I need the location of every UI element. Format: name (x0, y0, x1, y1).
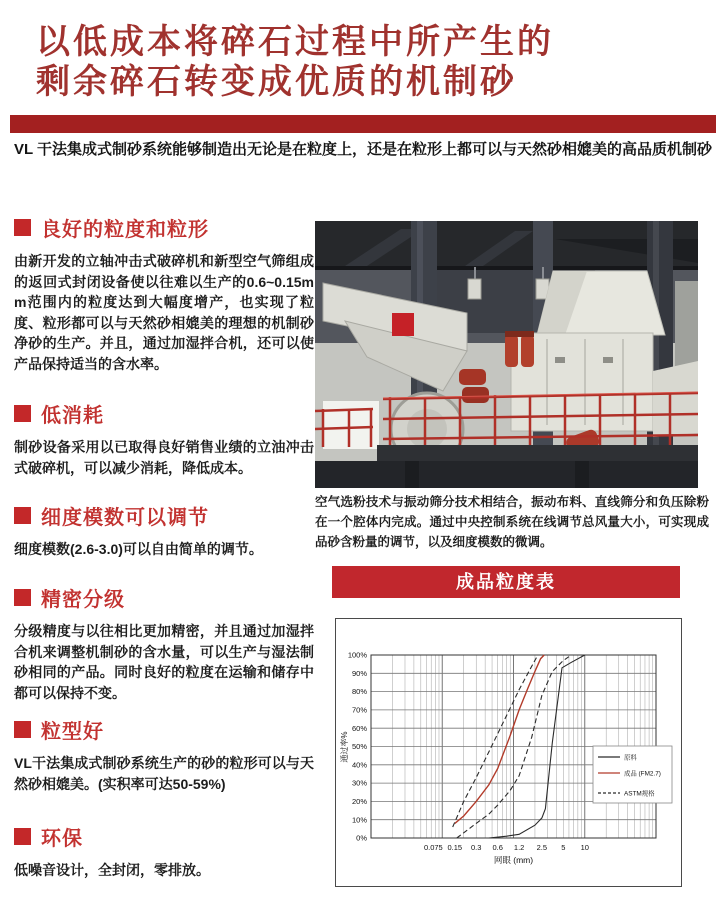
section-body: VL干法集成式制砂系统生产的砂的粒形可以与天然砂相媲美。(实积率可达50-59%) (14, 755, 314, 792)
svg-text:成品 (FM2.7): 成品 (FM2.7) (624, 770, 661, 778)
section-heading-label: 精密分级 (41, 589, 125, 611)
section-heading-label: 低消耗 (41, 405, 104, 427)
section-body: 低噪音设计，全封闭，零排放。 (14, 862, 210, 878)
page-title (36, 22, 696, 102)
svg-text:0.15: 0.15 (447, 843, 463, 852)
svg-text:1.2: 1.2 (513, 843, 525, 852)
section-good-shape (14, 715, 314, 794)
section-precise-classification (14, 583, 314, 703)
svg-text:100%: 100% (347, 650, 367, 660)
grain-size-chart-svg (336, 619, 681, 886)
chart-y-axis-label: 通过率% (340, 731, 349, 763)
machinery-photo-illustration (315, 221, 698, 488)
section-fineness-adjustable (14, 501, 314, 560)
chart-title-banner: 成品粒度表 (332, 566, 680, 598)
photo-caption: 空气选粉技术与振动筛分技术相结合，振动布料、直线筛分和负压除粉在一个腔体内完成。通过中央控制系统在线调节总风量大小，可实现成品砂含粉量的调节，以及细度模数的微调。 (315, 495, 709, 549)
page-title-line2: 剩余碎石转变成优质的机制砂 (36, 63, 517, 101)
chart-x-axis-label: 网眼 (mm) (493, 855, 534, 865)
photo-red-marker-icon (392, 313, 414, 336)
section-heading-label: 粒型好 (41, 721, 104, 743)
svg-text:0%: 0% (356, 833, 367, 843)
section-heading-label: 良好的粒度和粒形 (41, 219, 209, 241)
section-body: 分级精度与以往相比更加精密，并且通过加湿拌合机来调整机制砂的含水量，可以生产与湿法制砂相同的产品。同时良好的粒度在运输和储存中都可以保持不变。 (14, 623, 314, 701)
chart-legend (593, 746, 672, 803)
section-heading (14, 399, 314, 428)
section-heading-label: 细度模数可以调节 (41, 507, 209, 529)
svg-text:20%: 20% (351, 797, 367, 806)
red-square-bullet-icon (14, 507, 31, 524)
svg-text:0.3: 0.3 (471, 843, 482, 852)
svg-text:0.075: 0.075 (423, 843, 443, 852)
section-body: 细度模数(2.6-3.0)可以自由简单的调节。 (14, 541, 263, 557)
section-heading (14, 822, 314, 851)
page-title-line1: 以低成本将碎石过程中所产生的 (36, 23, 554, 61)
section-heading-label: 环保 (41, 828, 83, 850)
section-heading (14, 715, 314, 744)
svg-text:70%: 70% (351, 705, 367, 715)
section-heading (14, 583, 314, 612)
section-grain-quality (14, 213, 314, 374)
svg-text:50%: 50% (351, 742, 367, 752)
machinery-photo (315, 221, 698, 488)
svg-text:2.5: 2.5 (536, 843, 548, 852)
svg-text:原料: 原料 (624, 754, 637, 762)
svg-text:80%: 80% (351, 687, 367, 697)
grain-size-chart (335, 618, 682, 887)
svg-text:10: 10 (580, 843, 589, 852)
red-square-bullet-icon (14, 219, 31, 236)
title-divider-bar (10, 115, 716, 133)
section-low-consumption (14, 399, 314, 478)
red-square-bullet-icon (14, 405, 31, 422)
svg-text:5: 5 (561, 843, 566, 852)
section-body: 由新开发的立轴冲击式破碎机和新型空气筛组成的返回式封闭设备使以往难以生产的0.6~0.15mm范围内的粒度达到大幅度增产，也实现了粒度、粒形都可以与天然砂相媲美的理想的机制砂净砂的生产。并且，通过加湿拌合机，还可以使产品保持适当的含水率。 (14, 253, 314, 372)
svg-text:0.6: 0.6 (492, 843, 503, 852)
section-heading (14, 501, 314, 530)
red-square-bullet-icon (14, 828, 31, 845)
svg-text:30%: 30% (351, 778, 367, 788)
svg-text:40%: 40% (351, 760, 367, 770)
svg-text:90%: 90% (351, 668, 367, 678)
svg-text:10%: 10% (351, 815, 367, 825)
section-eco-friendly (14, 822, 314, 881)
chart-series-1 (455, 655, 544, 823)
section-heading (14, 213, 314, 242)
svg-text:ASTM规格: ASTM规格 (624, 790, 655, 798)
page-subtitle: VL 干法集成式制砂系统能够制造出无论是在粒度上，还是在粒形上都可以与天然砂相媲美的高品质机制砂 (13, 141, 713, 158)
red-square-bullet-icon (14, 589, 31, 606)
chart-tick-labels (348, 651, 589, 852)
section-body: 制砂设备采用以已取得良好销售业绩的立油冲击式破碎机，可以减少消耗，降低成本。 (14, 439, 314, 476)
svg-text:60%: 60% (351, 723, 367, 733)
red-square-bullet-icon (14, 721, 31, 738)
